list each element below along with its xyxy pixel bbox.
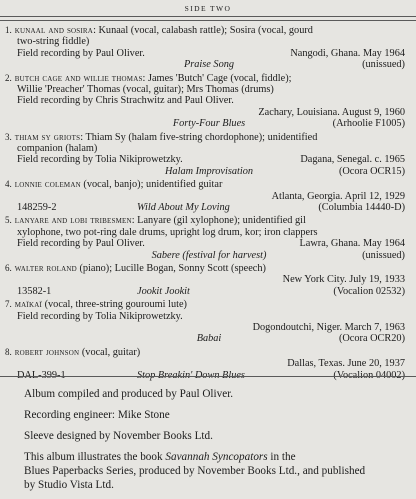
track-number: 7. [5,299,12,310]
track-place-date: Nangodi, Ghana. May 1964 [290,47,405,59]
track-3 [5,132,413,178]
track-issue: (Arhoolie F1005) [332,118,405,130]
track-5 [5,215,413,261]
track-number: 5. [5,215,12,226]
track-place-date: Zachary, Louisiana. August 9, 1960 [258,106,405,118]
track-matrix-number: 13582-1 [17,285,52,297]
bottom-rule [0,376,416,377]
track-personnel-continued: Willie 'Preacher' Thomas (vocal, guitar); Mrs Thomas (drums) [17,84,274,96]
track-2 [5,73,413,130]
track-place-date: Lawra, Ghana. May 1964 [299,238,405,250]
track-place-date: Dallas, Texas. June 20, 1937 [287,358,405,370]
track-artists: robert johnson [14,346,80,358]
track-issue: (Ocora OCR15) [338,165,405,177]
track-number: 6. [5,263,12,274]
track-number: 2. [5,72,12,83]
track-personnel: : James 'Butch' Cage (vocal, fiddle); [142,72,292,84]
track-title: Praise Song [183,59,235,71]
track-recording-credit: Field recording by Tolia Nikiprowetzky. [17,310,183,322]
track-number: 8. [5,346,12,357]
track-personnel: : Kunaal (vocal, calabash rattle); Sosira (vocal, gourd [93,25,313,36]
track-list [5,25,413,381]
track-number: 4. [5,179,12,190]
track-recording-credit: Field recording by Tolia Nikiprowetzky. [17,154,183,166]
track-number: 1. [5,25,12,35]
track-issue: (Ocora OCR20) [338,333,405,345]
recording-engineer: Recording engineer: Mike Stone [24,409,170,421]
book-note-text: by Studio Vista Ltd. [24,479,114,491]
track-artists: kunaal and sosira [14,25,94,36]
track-issue: (Vocalion 02532) [333,285,405,297]
track-personnel: (vocal, three-string gouroumi lute) [42,299,187,311]
track-1 [5,25,413,71]
track-recording-credit: Field recording by Paul Oliver. [17,238,145,250]
track-personnel-continued: two-string fiddle) [17,36,90,48]
track-personnel-continued: companion (halam) [17,143,98,155]
track-place-date: Dagana, Senegal. c. 1965 [300,154,405,166]
track-artists: walter roland [14,263,77,275]
track-personnel: (vocal, guitar) [79,346,141,358]
track-place-date: New York City. July 19, 1933 [282,274,405,286]
track-personnel-continued: xylophone, two pot-ring dale drums, upright log drum, kor; iron clappers [17,226,318,238]
top-rule [0,16,416,17]
book-note [24,450,404,492]
track-title: Halam Improvisation [165,165,253,177]
track-title: Forty-Four Blues [172,118,246,130]
track-issue: (unissued) [362,249,405,261]
track-recording-credit: Field recording by Paul Oliver. [17,47,145,59]
book-note-text: Blues Paperbacks Series, produced by November Books Ltd., and published [24,465,366,477]
track-personnel: : Lanyare (gil xylophone); unidentified gil [131,215,306,227]
track-personnel: (piano); Lucille Bogan, Sonny Scott (speech) [76,263,266,275]
track-place-date: Dogondoutchi, Niger. March 7, 1963 [252,322,405,334]
track-artists: lonnie coleman [14,179,81,191]
track-personnel: : Thiam Sy (halam five-string chordophone); unidentified [80,131,318,143]
track-title: Sabere (festival for harvest) [151,249,267,261]
book-note-text: This album illustrates the book [24,451,166,463]
book-title: Savannah Syncopators [165,451,268,463]
track-issue: (Columbia 14440-D) [318,202,405,214]
track-artists: maïkaï [14,299,43,311]
album-credits [24,387,404,499]
track-number: 3. [5,131,12,142]
track-matrix-number: 148259-2 [17,202,57,214]
track-artists: thiam sy griots [14,131,81,143]
track-title: Jookit Jookit [137,285,190,297]
track-7 [5,299,413,345]
track-artists: lanyare and lobi tribesmen [14,215,132,227]
track-4 [5,179,413,213]
book-note-text: in the [267,451,296,463]
track-title: Babai [196,333,222,345]
side-title: SIDE TWO [184,4,232,13]
track-artists: butch cage and willie thomas [14,72,143,84]
track-personnel: (vocal, banjo); unidentified guitar [80,179,223,191]
compiled-by: Album compiled and produced by Paul Oliver. [24,388,234,400]
track-recording-credit: Field recording by Chris Strachwitz and Paul Oliver. [17,95,234,107]
track-6 [5,263,413,297]
top-rule-second [0,20,416,21]
track-place-date: Atlanta, Georgia. April 12, 1929 [271,190,405,202]
track-title: Wild About My Loving [137,202,230,214]
sleeve-design: Sleeve designed by November Books Ltd. [24,430,213,442]
track-issue: (unissued) [362,59,405,71]
